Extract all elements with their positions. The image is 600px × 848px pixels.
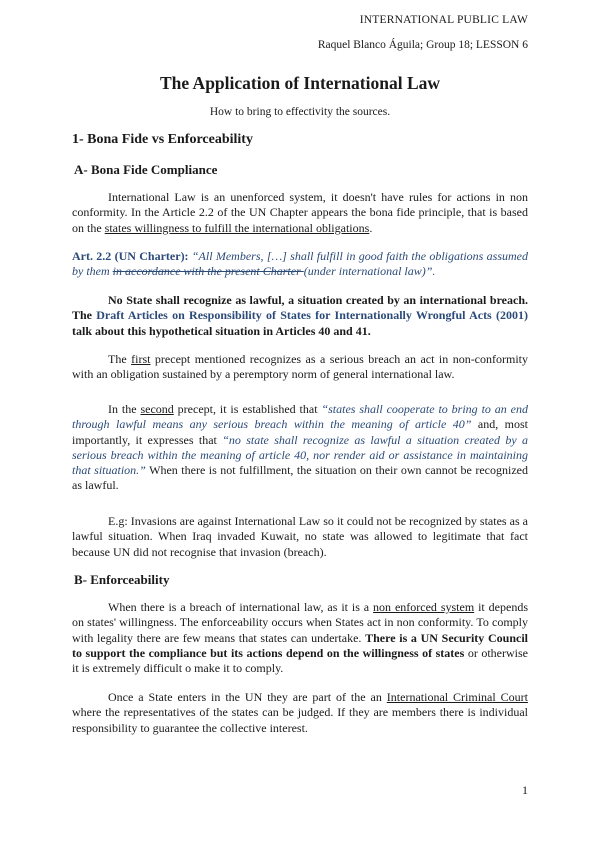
page-subtitle: How to bring to effectivity the sources.: [209, 106, 391, 118]
paragraph-example-iraq: E.g: Invasions are against International Law so it could not be recognized by states as a lawful situation. When Iraq invaded Kuwait, no state was allowed to legitimate that fact because UN did not recognise that invasion (breach).: [72, 514, 528, 559]
paragraph-article-2-2: Art. 2.2 (UN Charter): “All Members, […] shall fulfill in good faith the obligations assumed by them in accordance with the present Charter (under international law)”.: [72, 249, 528, 279]
page-number: 1: [522, 783, 528, 797]
section-1-heading: 1- Bona Fide vs Enforceability: [72, 132, 253, 147]
subsection-b-heading: B- Enforceability: [74, 572, 170, 587]
paragraph-bona-fide: International Law is an unenforced system, it doesn't have rules for actions in non conformity. In the Article 2.2 of the UN Chapter appears the bona fide principle, that is based on the states willingness to fulfill the international obligations.: [72, 190, 528, 235]
page-title: The Application of International Law: [159, 73, 441, 93]
paragraph-enforceability: When there is a breach of international law, as it is a non enforced system it depends on states' willingness. The enforceability occurs when States act in non conformity. To comply with legality there are few means that states can undertake. There is a UN Security Council to support the compliance but its actions depend on the willingness of states or otherwise it is extremely difficult o make it to comply.: [72, 600, 528, 676]
paragraph-no-recognition: No State shall recognize as lawful, a situation created by an international breach. The Draft Articles on Responsibility of States for Internationally Wrongful Acts (2001) talk about this hypothetical situation in Articles 40 and 41.: [72, 293, 528, 338]
paragraph-first-precept: The first precept mentioned recognizes as a serious breach an act in non-conformity with an obligation sustained by a peremptory norm of general international law.: [72, 352, 529, 382]
header-author: Raquel Blanco Águila; Group 18; LESSON 6: [317, 39, 528, 51]
paragraph-second-precept: In the second precept, it is established that “states shall cooperate to bring to an end through lawful means any serious breach within the meaning of article 40” and, most importantly, it expresses that “no state shall recognize as lawful a situation created by a serious breach within the meaning of article 40, nor render aid or assistance in maintaining that situation.” When there is not fulfillment, the situation on their own cannot be recognized as lawful.: [72, 402, 529, 493]
header-course: INTERNATIONAL PUBLIC LAW: [359, 14, 528, 26]
subsection-a-heading: A- Bona Fide Compliance: [74, 162, 218, 177]
paragraph-icc: Once a State enters in the UN they are part of the an International Criminal Court where the representatives of the states can be judged. If they are members there is individual responsibility to guarantee the collective interest.: [72, 690, 528, 735]
